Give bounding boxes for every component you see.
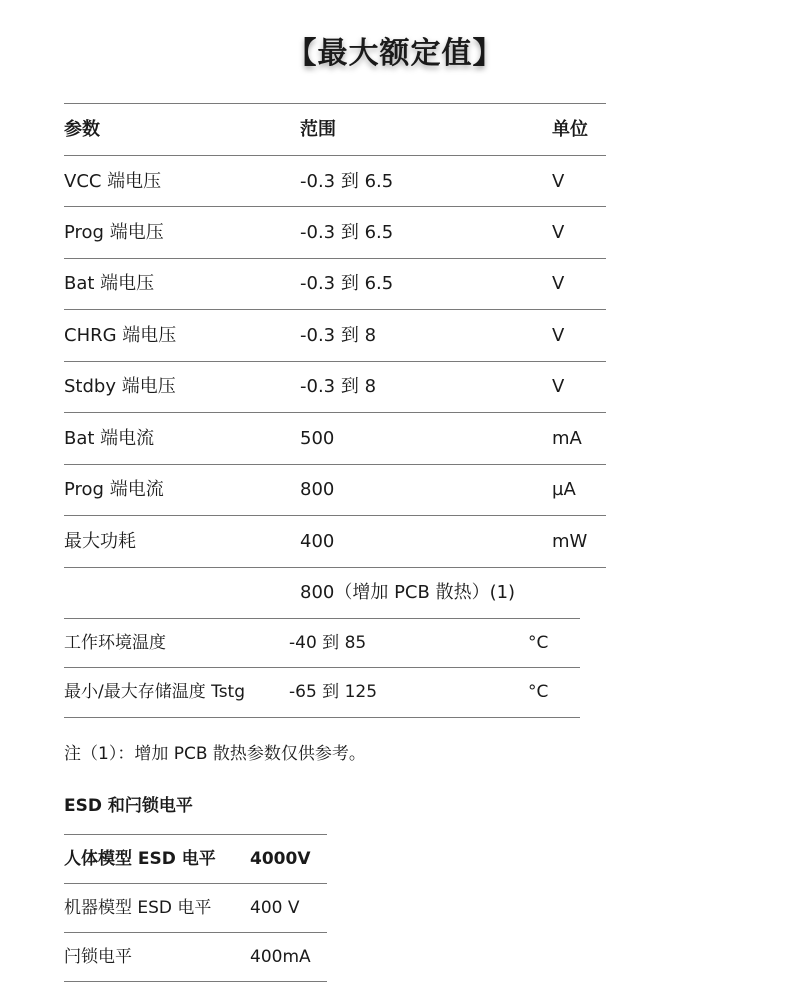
esd-row-value: 400mA <box>250 947 311 967</box>
esd-row-value: 400 V <box>250 898 300 918</box>
table-rule <box>64 717 580 718</box>
table-rule <box>64 618 580 619</box>
row-param: Stdby 端电压 <box>64 376 176 397</box>
row-param: Bat 端电流 <box>64 428 155 449</box>
row-unit: V <box>552 273 565 294</box>
row-unit: mA <box>552 428 582 449</box>
row-param: Bat 端电压 <box>64 273 155 294</box>
table-rule <box>64 883 327 884</box>
row-unit: V <box>552 376 565 397</box>
temp-row-range: -40 到 85 <box>289 633 367 653</box>
row-range: -0.3 到 6.5 <box>300 171 394 192</box>
table-rule <box>64 309 606 310</box>
esd-row-label: 机器模型 ESD 电平 <box>64 898 212 918</box>
table-rule <box>64 155 606 156</box>
table-rule <box>64 258 606 259</box>
table-rule <box>64 464 606 465</box>
row-param: Prog 端电压 <box>64 222 164 243</box>
row-param: VCC 端电压 <box>64 171 162 192</box>
header-unit: 单位 <box>552 119 588 140</box>
temp-row-unit: °C <box>528 682 549 702</box>
table-rule <box>64 981 327 982</box>
row-unit: V <box>552 171 565 192</box>
temp-row-unit: °C <box>528 633 549 653</box>
table-rule <box>64 567 606 568</box>
table-rule <box>64 103 606 104</box>
temp-row-param: 工作环境温度 <box>64 633 166 653</box>
table-rule <box>64 932 327 933</box>
temp-row-range: -65 到 125 <box>289 682 378 702</box>
table-rule <box>64 206 606 207</box>
row-param: CHRG 端电压 <box>64 325 177 346</box>
page-title: 【最大额定值】 <box>286 36 504 71</box>
row-range: 800（增加 PCB 散热）(1) <box>300 582 516 603</box>
row-unit: V <box>552 222 565 243</box>
table-rule <box>64 361 606 362</box>
row-range: -0.3 到 6.5 <box>300 273 394 294</box>
row-range: -0.3 到 6.5 <box>300 222 394 243</box>
footnote: 注（1）：增加 PCB 散热参数仅供参考。 <box>64 744 366 764</box>
esd-row-label: 闩锁电平 <box>64 947 132 967</box>
table-rule <box>64 412 606 413</box>
row-range: 400 <box>300 531 335 552</box>
row-param: Prog 端电流 <box>64 479 164 500</box>
table-rule <box>64 667 580 668</box>
row-param: 最大功耗 <box>64 531 136 552</box>
esd-row-value: 4000V <box>250 849 311 869</box>
esd-row-label: 人体模型 ESD 电平 <box>64 849 216 869</box>
row-unit: µA <box>552 479 576 500</box>
header-range: 范围 <box>300 119 336 140</box>
row-range: 800 <box>300 479 335 500</box>
row-unit: mW <box>552 531 588 552</box>
esd-section-title: ESD 和闩锁电平 <box>64 796 193 816</box>
row-unit: V <box>552 325 565 346</box>
temp-row-param: 最小/最大存储温度 Tstg <box>64 682 246 702</box>
header-param: 参数 <box>64 119 100 140</box>
row-range: -0.3 到 8 <box>300 325 377 346</box>
table-rule <box>64 834 327 835</box>
row-range: -0.3 到 8 <box>300 376 377 397</box>
table-rule <box>64 515 606 516</box>
row-range: 500 <box>300 428 335 449</box>
